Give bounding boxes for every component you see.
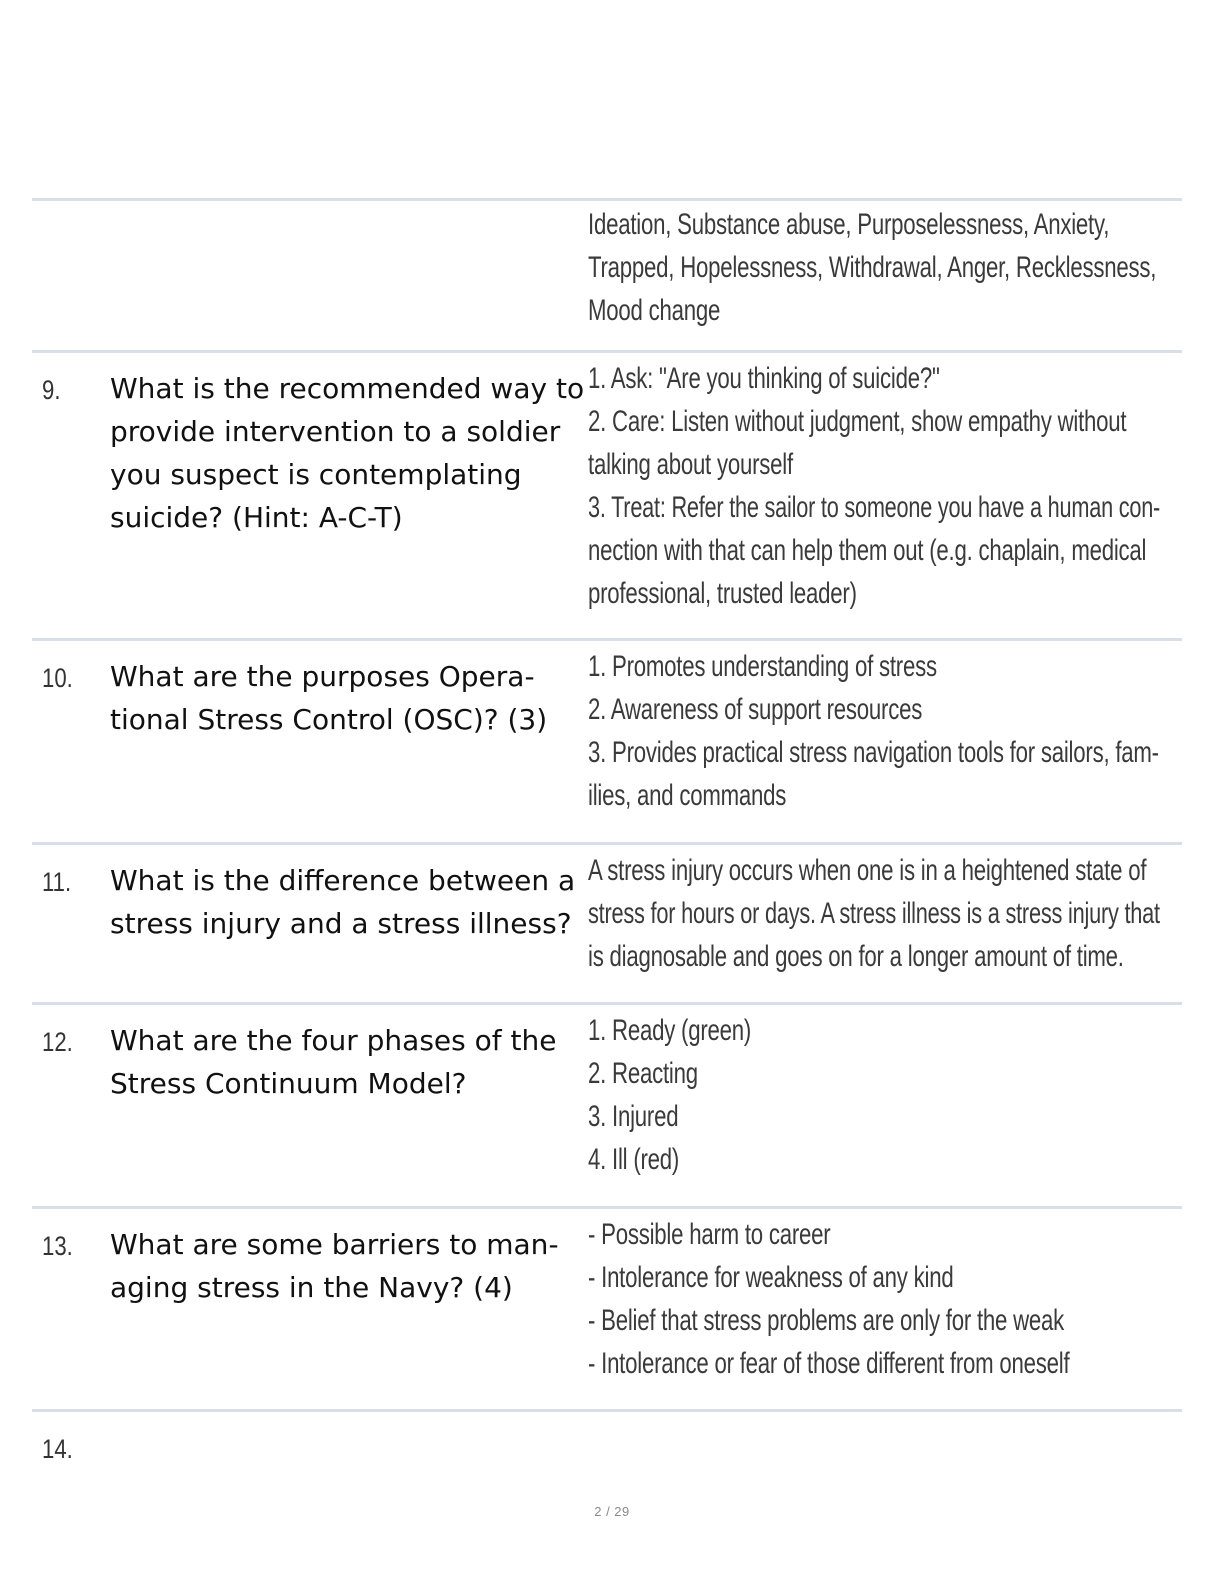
answer-line: is diagnosable and goes on for a longer amount of time. xyxy=(588,940,1124,973)
answer-line: 4. Ill (red) xyxy=(588,1143,680,1176)
answer-line: A stress injury occurs when one is in a heightened state of xyxy=(588,854,1147,887)
answer-line: 1. Ready (green) xyxy=(588,1014,752,1047)
answer-cell xyxy=(588,849,1166,978)
answer-line: 2. Care: Listen without judgment, show empathy without xyxy=(588,405,1127,438)
answer-line: - Intolerance for weakness of any kind xyxy=(588,1261,954,1294)
answer-line: - Belief that stress problems are only for the weak xyxy=(588,1304,1065,1337)
answer-line: professional, trusted leader) xyxy=(588,577,857,610)
table-row xyxy=(32,638,1182,842)
answer-line: 1. Promotes understanding of stress xyxy=(588,650,937,683)
question-text: What is the recommended way to provide intervention to a soldier you suspect is contemplating suicide? (Hint: A-C-T) xyxy=(110,372,585,534)
answer-line: nection with that can help them out (e.g. chaplain, medical xyxy=(588,534,1147,567)
question-text: What is the difference between a stress injury and a stress illness? xyxy=(110,864,576,940)
answer-line: Trapped, Hopelessness, Withdrawal, Anger, Recklessness, xyxy=(588,251,1157,284)
table-row xyxy=(32,198,1182,350)
answer-cell xyxy=(588,357,1166,615)
answer-line: 2. Reacting xyxy=(588,1057,698,1090)
question-number: 9. xyxy=(42,375,61,405)
answer-line: talking about yourself xyxy=(588,448,793,481)
question-text: What are the purposes Operational Stress Control (OSC)? (3) xyxy=(110,660,548,736)
table-row xyxy=(32,350,1182,638)
answer-line: 1. Ask: "Are you thinking of suicide?" xyxy=(588,362,940,395)
question-text: What are the four phases of the Stress Continuum Model? xyxy=(110,1024,557,1100)
page-indicator: 2 / 29 xyxy=(594,1504,630,1519)
answer-line: 3. Injured xyxy=(588,1100,679,1133)
question-number: 11. xyxy=(42,867,72,897)
answer-line: ilies, and commands xyxy=(588,779,787,812)
question-text: What are some barriers to managing stress in the Navy? (4) xyxy=(110,1228,559,1304)
question-number: 12. xyxy=(42,1027,73,1057)
answer-cell xyxy=(588,1213,1166,1385)
question-number: 13. xyxy=(42,1231,73,1261)
answer-line: - Possible harm to career xyxy=(588,1218,831,1251)
answer-line: - Intolerance or fear of those different from oneself xyxy=(588,1347,1070,1380)
table-row xyxy=(32,1206,1182,1409)
flashcard-table xyxy=(32,198,1182,1489)
answer-line: 2. Awareness of support resources xyxy=(588,693,923,726)
answer-cell xyxy=(588,203,1166,332)
question-number: 14. xyxy=(42,1434,73,1464)
answer-line: stress for hours or days. A stress illness is a stress injury that xyxy=(588,897,1160,930)
table-row xyxy=(32,1409,1182,1489)
answer-line: 3. Treat: Refer the sailor to someone you have a human con- xyxy=(588,491,1161,524)
answer-line: 3. Provides practical stress navigation tools for sailors, fam- xyxy=(588,736,1159,769)
answer-line: Ideation, Substance abuse, Purposelessness, Anxiety, xyxy=(588,208,1110,241)
answer-cell xyxy=(588,1009,1166,1181)
table-row xyxy=(32,1002,1182,1206)
question-number: 10. xyxy=(42,663,73,693)
table-row xyxy=(32,842,1182,1002)
answer-cell xyxy=(588,645,1166,817)
answer-line: Mood change xyxy=(588,294,721,327)
